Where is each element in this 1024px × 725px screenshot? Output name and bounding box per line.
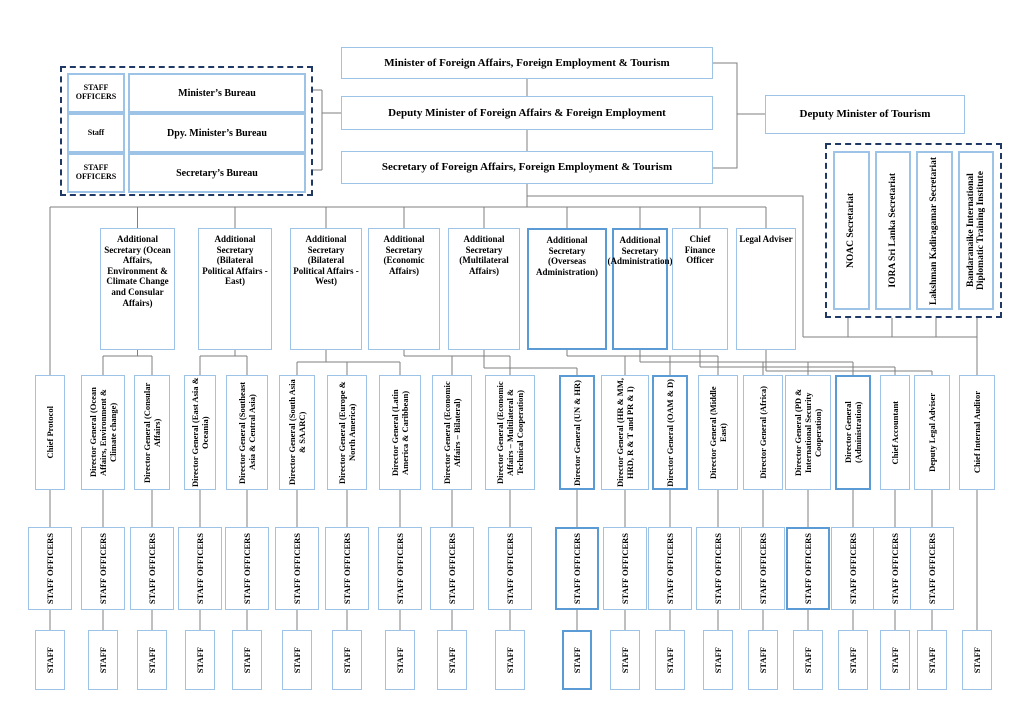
- director-box-4-label: Director General (East Asia & Oceania): [189, 377, 210, 488]
- secretariat-group: [825, 143, 1002, 318]
- staff-officers-box-3: [130, 527, 174, 610]
- director-box-10-label: Director General (Economic Affairs – Multilateral & Technical Cooperation): [494, 381, 525, 484]
- staff-officers-box-13: [648, 527, 692, 610]
- staff-box-14: [703, 630, 733, 690]
- minister-box: [341, 47, 713, 79]
- additional-secretary-box-7: [607, 228, 673, 350]
- director-box-1-label: Chief Protocol: [44, 406, 55, 459]
- director-box-9: [432, 375, 472, 490]
- bidti-box: [958, 151, 995, 310]
- staff-officers-box-10-label: STAFF OFFICERS: [504, 532, 515, 605]
- staff-officers-box-11: [555, 527, 599, 610]
- staff-box-15-label: STAFF: [757, 646, 768, 674]
- deputy-minister-box: [341, 96, 713, 130]
- director-box-5: [226, 375, 268, 490]
- staff-officers-box-15-label: STAFF OFFICERS: [757, 532, 768, 605]
- staff-officers-box-5-label: STAFF OFFICERS: [241, 532, 252, 605]
- director-box-14: [698, 375, 738, 490]
- bureau-row-minister: [67, 73, 306, 113]
- director-box-9-label: Director General (Economic Affairs – Bilateral): [441, 381, 462, 484]
- staff-box-10: [495, 630, 525, 690]
- secretary-label: Secretary of Foreign Affairs, Foreign Employment & Tourism: [381, 161, 673, 174]
- director-box-6: [279, 375, 315, 490]
- staff-officers-box-2: [81, 527, 125, 610]
- director-box-5-label: Director General (Southeast Asia & Central Asia): [236, 381, 257, 484]
- additional-secretary-box-8: [672, 228, 728, 350]
- director-box-15: [743, 375, 783, 490]
- iora-secretariat-box: [875, 151, 912, 310]
- additional-secretary-box-8-label: Chief Finance Officer: [684, 234, 716, 266]
- additional-secretary-box-1-label: Additional Secretary (Ocean Affairs, Environment & Climate Change and Consular Affairs): [104, 234, 171, 308]
- staff-box-3: [137, 630, 167, 690]
- director-box-13: [652, 375, 688, 490]
- staff-box-5: [232, 630, 262, 690]
- staff-box-7: [332, 630, 362, 690]
- staff-box-13: [655, 630, 685, 690]
- director-box-2-label: Director General (Ocean Affairs, Environment & Climate change): [87, 387, 118, 478]
- bureau-staff-label-1: STAFF OFFICERS: [75, 83, 117, 101]
- staff-officers-box-4: [178, 527, 222, 610]
- staff-box-1-label: STAFF: [44, 646, 55, 674]
- director-box-15-label: Director General (Africa): [757, 386, 768, 479]
- bureau-group: [60, 66, 313, 196]
- kadiragamar-secretariat-label: Lakshman Kadiragamar Secretariat: [929, 156, 940, 305]
- secretary-box: [341, 151, 713, 184]
- deputy-minister-label: Deputy Minister of Foreign Affairs & Foreign Employment: [388, 106, 666, 119]
- deputy-minister-tourism-label: Deputy Minister of Tourism: [799, 108, 931, 121]
- bureau-staff-officers-1: [67, 73, 125, 113]
- staff-box-13-label: STAFF: [664, 646, 675, 674]
- secretarys-bureau-box: [128, 153, 306, 193]
- staff-officers-box-16: [786, 527, 830, 610]
- staff-box-4: [185, 630, 215, 690]
- director-box-19-label: Deputy Legal Adviser: [926, 393, 937, 472]
- director-box-11: [559, 375, 595, 490]
- staff-box-11-label: STAFF: [571, 646, 582, 674]
- staff-officers-box-7-label: STAFF OFFICERS: [341, 532, 352, 605]
- bureau-row-secretary: [67, 153, 306, 193]
- staff-box-8-label: STAFF: [394, 646, 405, 674]
- staff-box-9: [437, 630, 467, 690]
- staff-officers-box-6: [275, 527, 319, 610]
- staff-box-18: [880, 630, 910, 690]
- staff-box-8: [385, 630, 415, 690]
- staff-box-2-label: STAFF: [97, 646, 108, 674]
- ministers-bureau-label: Minister’s Bureau: [178, 87, 256, 99]
- additional-secretary-box-4-label: Additional Secretary (Economic Affairs): [383, 234, 425, 276]
- staff-box-1: [35, 630, 65, 690]
- additional-secretary-box-6: [527, 228, 607, 350]
- director-box-12-label: Director General (HR & MM, HRD, R & T and PR & I): [614, 378, 635, 487]
- director-box-3-label: Director General (Consular Affairs): [141, 382, 162, 483]
- additional-secretary-box-2: [198, 228, 272, 350]
- noac-secretariat-box: [833, 151, 870, 310]
- director-box-20-label: Chief Internal Auditor: [971, 391, 982, 474]
- director-box-18: [880, 375, 910, 490]
- staff-officers-box-5: [225, 527, 269, 610]
- staff-box-6: [282, 630, 312, 690]
- staff-officers-box-3-label: STAFF OFFICERS: [146, 532, 157, 605]
- staff-box-9-label: STAFF: [446, 646, 457, 674]
- director-box-13-label: Director General (OAM & D): [664, 378, 675, 487]
- staff-box-5-label: STAFF: [241, 646, 252, 674]
- director-box-16-label: Director General (PD & International Security Cooperation): [792, 388, 823, 477]
- staff-box-2: [88, 630, 118, 690]
- staff-box-19: [917, 630, 947, 690]
- kadiragamar-secretariat-box: [916, 151, 953, 310]
- director-box-4: [184, 375, 216, 490]
- staff-officers-box-1: [28, 527, 72, 610]
- staff-officers-box-4-label: STAFF OFFICERS: [194, 532, 205, 605]
- noac-secretariat-label: NOAC Secretariat: [846, 192, 857, 268]
- director-box-19: [914, 375, 950, 490]
- staff-officers-box-8-label: STAFF OFFICERS: [394, 532, 405, 605]
- additional-secretary-box-5-label: Additional Secretary (Multilateral Affairs): [459, 234, 509, 276]
- staff-officers-box-17-label: STAFF OFFICERS: [847, 532, 858, 605]
- additional-secretary-box-4: [368, 228, 440, 350]
- additional-secretary-box-6-label: Additional Secretary (Overseas Administration): [535, 235, 598, 277]
- additional-secretary-box-1: [100, 228, 175, 350]
- staff-box-17: [838, 630, 868, 690]
- staff-officers-box-10: [488, 527, 532, 610]
- staff-box-14-label: STAFF: [712, 646, 723, 674]
- staff-officers-box-9: [430, 527, 474, 610]
- bureau-staff-label-3: STAFF OFFICERS: [75, 163, 117, 181]
- staff-box-16: [793, 630, 823, 690]
- additional-secretary-box-5: [448, 228, 520, 350]
- staff-officers-box-19: [910, 527, 954, 610]
- staff-officers-box-7: [325, 527, 369, 610]
- director-box-3: [134, 375, 170, 490]
- staff-box-6-label: STAFF: [291, 646, 302, 674]
- staff-officers-box-12-label: STAFF OFFICERS: [619, 532, 630, 605]
- bureau-staff-label-2: Staff: [87, 127, 105, 137]
- staff-box-17-label: STAFF: [847, 646, 858, 674]
- director-box-14-label: Director General (Middle East): [707, 386, 728, 479]
- director-box-12: [601, 375, 649, 490]
- director-box-8: [379, 375, 421, 490]
- staff-officers-box-13-label: STAFF OFFICERS: [664, 532, 675, 605]
- staff-officers-box-8: [378, 527, 422, 610]
- staff-box-7-label: STAFF: [341, 646, 352, 674]
- minister-label: Minister of Foreign Affairs, Foreign Employment & Tourism: [384, 56, 670, 69]
- staff-box-3-label: STAFF: [146, 646, 157, 674]
- additional-secretary-box-3: [290, 228, 362, 350]
- director-box-7: [327, 375, 367, 490]
- staff-box-16-label: STAFF: [802, 646, 813, 674]
- director-box-6-label: Director General (South Asia & SAARC): [286, 379, 307, 486]
- staff-box-20: [962, 630, 992, 690]
- dpy-ministers-bureau-label: Dpy. Minister’s Bureau: [167, 127, 267, 139]
- director-box-17-label: Director General (Administration): [842, 401, 863, 464]
- secretarys-bureau-label: Secretary’s Bureau: [176, 167, 258, 179]
- staff-box-20-label: STAFF: [971, 646, 982, 674]
- director-box-7-label: Director General (Europe & North America): [336, 381, 357, 484]
- staff-officers-box-19-label: STAFF OFFICERS: [926, 532, 937, 605]
- staff-box-11: [562, 630, 592, 690]
- staff-officers-box-17: [831, 527, 875, 610]
- director-box-2: [81, 375, 125, 490]
- director-box-18-label: Chief Accountant: [889, 400, 900, 465]
- staff-box-12: [610, 630, 640, 690]
- staff-box-10-label: STAFF: [504, 646, 515, 674]
- additional-secretary-box-9-label: Legal Adviser: [739, 234, 793, 244]
- staff-officers-box-11-label: STAFF OFFICERS: [571, 532, 582, 605]
- staff-box-15: [748, 630, 778, 690]
- staff-officers-box-9-label: STAFF OFFICERS: [446, 532, 457, 605]
- ministers-bureau-box: [128, 73, 306, 113]
- staff-officers-box-18-label: STAFF OFFICERS: [889, 532, 900, 605]
- staff-officers-box-14-label: STAFF OFFICERS: [712, 532, 723, 605]
- director-box-17: [835, 375, 871, 490]
- bidti-label: Bandaranaike International Diplomatic Training Institute: [965, 171, 986, 290]
- director-box-20: [959, 375, 995, 490]
- staff-officers-box-6-label: STAFF OFFICERS: [291, 532, 302, 605]
- staff-box-4-label: STAFF: [194, 646, 205, 674]
- staff-box-18-label: STAFF: [889, 646, 900, 674]
- additional-secretary-box-7-label: Additional Secretary (Administration): [607, 235, 673, 267]
- bureau-staff-officers-3: [67, 153, 125, 193]
- director-box-1: [35, 375, 65, 490]
- director-box-10: [485, 375, 535, 490]
- bureau-row-deputy: [67, 113, 306, 153]
- staff-officers-box-15: [741, 527, 785, 610]
- staff-box-19-label: STAFF: [926, 646, 937, 674]
- staff-officers-box-14: [696, 527, 740, 610]
- dpy-ministers-bureau-box: [128, 113, 306, 153]
- iora-secretariat-label: IORA Sri Lanka Secretariat: [887, 173, 898, 288]
- director-box-16: [785, 375, 831, 490]
- additional-secretary-box-2-label: Additional Secretary (Bilateral Political Affairs - East): [202, 234, 268, 287]
- additional-secretary-box-3-label: Additional Secretary (Bilateral Political Affairs - West): [293, 234, 359, 287]
- director-box-8-label: Director General (Latin America & Caribbean): [389, 389, 410, 476]
- staff-officers-box-2-label: STAFF OFFICERS: [97, 532, 108, 605]
- bureau-staff-2: [67, 113, 125, 153]
- staff-box-12-label: STAFF: [619, 646, 630, 674]
- staff-officers-box-12: [603, 527, 647, 610]
- staff-officers-box-16-label: STAFF OFFICERS: [802, 532, 813, 605]
- additional-secretary-box-9: [736, 228, 796, 350]
- staff-officers-box-1-label: STAFF OFFICERS: [44, 532, 55, 605]
- deputy-minister-tourism-box: [765, 95, 965, 134]
- director-box-11-label: Director General (UN & HR): [571, 379, 582, 486]
